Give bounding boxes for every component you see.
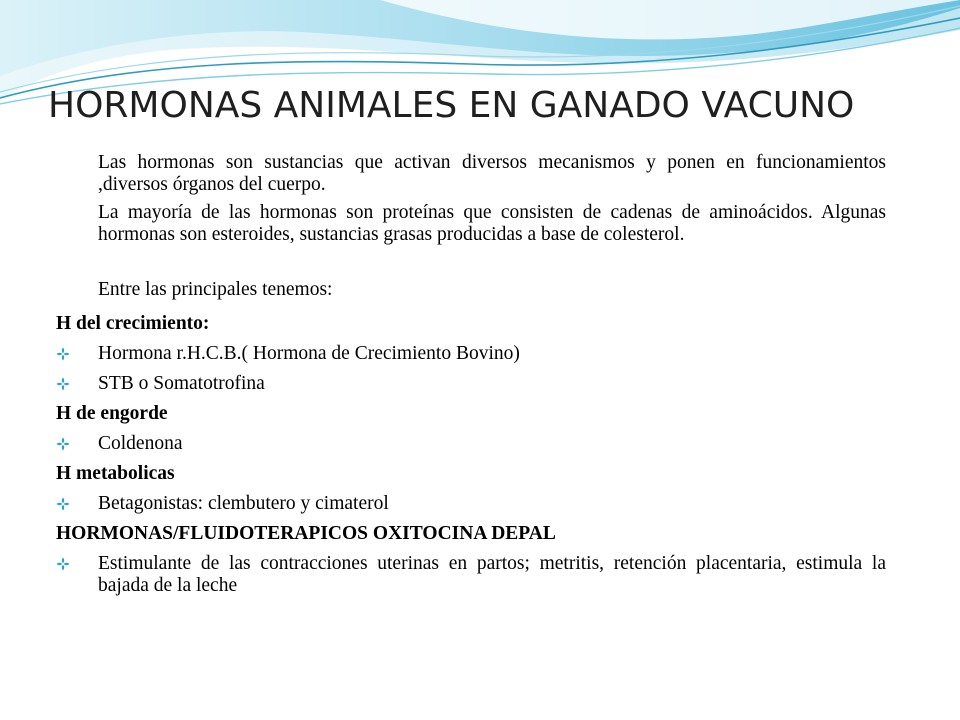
four-petal-diamond-icon xyxy=(56,553,98,575)
four-petal-diamond-icon xyxy=(56,343,98,365)
list-item-text: Hormona r.H.C.B.( Hormona de Crecimiento Bovino) xyxy=(98,343,520,364)
list-item xyxy=(56,343,886,373)
list-item-text: STB o Somatotrofina xyxy=(98,373,265,394)
list-item xyxy=(56,433,886,463)
four-petal-diamond-icon xyxy=(56,493,98,515)
list-item xyxy=(56,493,886,523)
slide-title: HORMONAS ANIMALES EN GANADO VACUNO xyxy=(48,85,855,126)
slide-body xyxy=(56,152,886,597)
list-item-text: Estimulante de las contracciones uterinas en partos; metritis, retención placentaria, estimula la bajada de la leche xyxy=(98,553,886,596)
intro-paragraph-2: La mayoría de las hormonas son proteínas que consisten de cadenas de aminoácidos. Algunas hormonas son esteroides, sustancias grasas producidas a base de colesterol. xyxy=(98,202,886,245)
section-heading-growth: H del crecimiento: xyxy=(56,313,210,334)
four-petal-diamond-icon xyxy=(56,373,98,395)
four-petal-diamond-icon xyxy=(56,433,98,455)
section-heading-metabolic: H metabolicas xyxy=(56,463,175,484)
list-item xyxy=(56,553,886,597)
list-item-text: Betagonistas: clembutero y cimaterol xyxy=(98,493,389,514)
list-item xyxy=(56,373,886,403)
section-heading-fluidotherapy: HORMONAS/FLUIDOTERAPICOS OXITOCINA DEPAL xyxy=(56,523,556,544)
lead-text: Entre las principales tenemos: xyxy=(98,279,333,300)
section-heading-fattening: H de engorde xyxy=(56,403,168,424)
intro-paragraph-1: Las hormonas son sustancias que activan diversos mecanismos y ponen en funcionamientos ,diversos órganos del cuerpo. xyxy=(98,152,886,195)
list-item-text: Coldenona xyxy=(98,433,183,454)
